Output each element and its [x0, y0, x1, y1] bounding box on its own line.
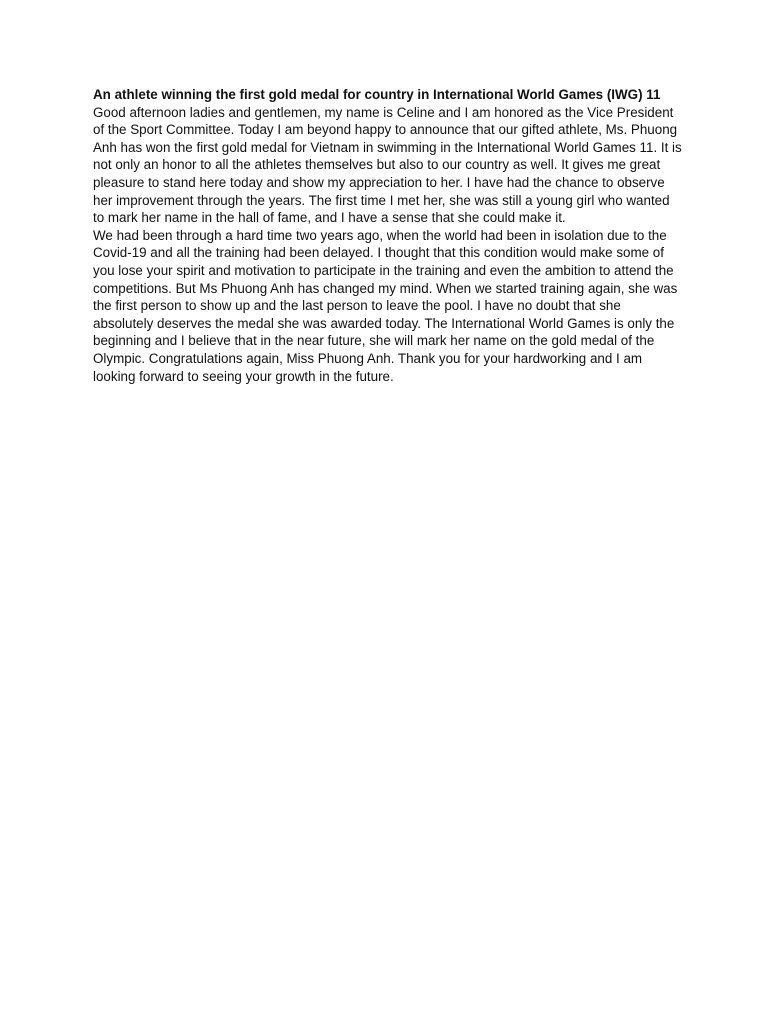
- paragraph-1: Good afternoon ladies and gentlemen, my name is Celine and I am honored as the Vice President of the Sport Committee. Today I am beyond happy to announce that our gifted athlete, Ms. Phuong Anh has won the first gold medal for Vietnam in swimming in the International World Games 11. It is not only an honor to all the athletes themselves but also to our country as well. It gives me great pleasure to stand here today and show my appreciation to her. I have had the chance to observe her improvement through the years. The first time I met her, she was still a young girl who wanted to mark her name in the hall of fame, and I have a sense that she could make it.: [93, 104, 682, 226]
- document-page: [93, 86, 683, 385]
- document-title: An athlete winning the first gold medal for country in International World Games (IWG) 11: [93, 87, 661, 102]
- paragraph-2: We had been through a hard time two years ago, when the world had been in isolation due to the Covid-19 and all the training had been delayed. I thought that this condition would make some of you lose your spirit and motivation to participate in the training and even the ambition to attend the competitions. But Ms Phuong Anh has changed my mind. When we started training again, she was the first person to show up and the last person to leave the pool. I have no doubt that she absolutely deserves the medal she was awarded today. The International World Games is only the beginning and I believe that in the near future, she will mark her name on the gold medal of the Olympic. Congratulations again, Miss Phuong Anh. Thank you for your hardworking and I am looking forward to seeing your growth in the future.: [93, 227, 678, 384]
